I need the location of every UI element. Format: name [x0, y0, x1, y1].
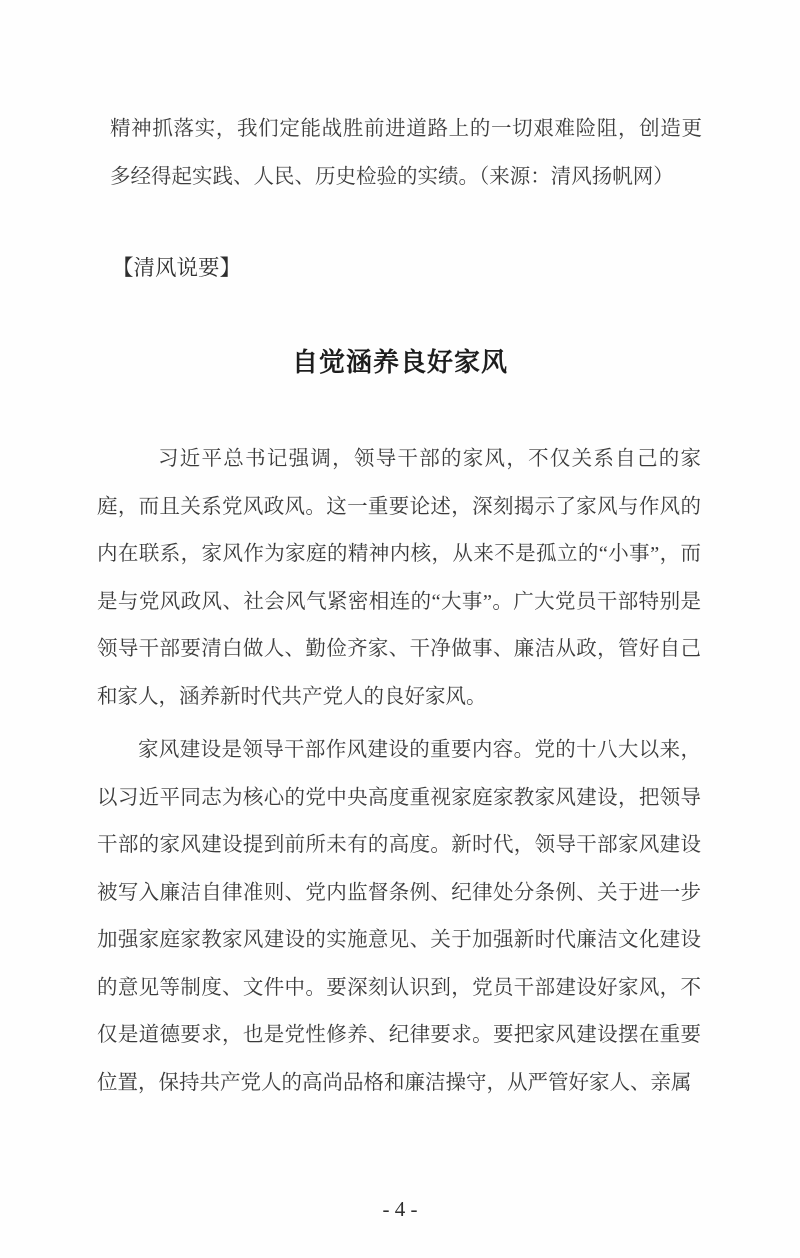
article-title: 自觉涵养良好家风: [291, 346, 508, 377]
carryover-paragraph: 精神抓落实，我们定能战胜前进道路上的一切艰难险阻，创造更多经得起实践、人民、历史检验的实绩。（来源：清风扬帆网）: [110, 118, 702, 188]
article-paragraph-2: 家风建设是领导干部作风建设的重要内容。党的十八大以来，以习近平同志为核心的党中央高度重视家庭家教家风建设，把领导干部的家风建设提到前所未有的高度。新时代，领导干部家风建设被写入廉洁自律准则、党内监督条例、纪律处分条例、关于进一步加强家庭家教家风建设的实施意见、关于加强新时代廉洁文化建设的意见等制度、文件中。要深刻认识到，党员干部建设好家风，不仅是道德要求，也是党性修养、纪律要求。要把家风建设摆在重要位置，保持共产党人的高尚品格和廉洁操守，从严管好家人、亲属: [97, 739, 701, 1094]
page-number: - 4 -: [382, 1197, 418, 1221]
article-paragraph-1: 习近平总书记强调，领导干部的家风，不仅关系自己的家庭，而且关系党风政风。这一重要论述，深刻揭示了家风与作风的内在联系，家风作为家庭的精神内核，从来不是孤立的“小事”，而是与党风政风、社会风气紧密相连的“大事”。广大党员干部特别是领导干部要清白做人、勤俭齐家、干净做事、廉洁从政，管好自己和家人，涵养新时代共产党人的良好家风。: [97, 448, 701, 708]
section-label: 【清风说要】: [112, 256, 242, 280]
